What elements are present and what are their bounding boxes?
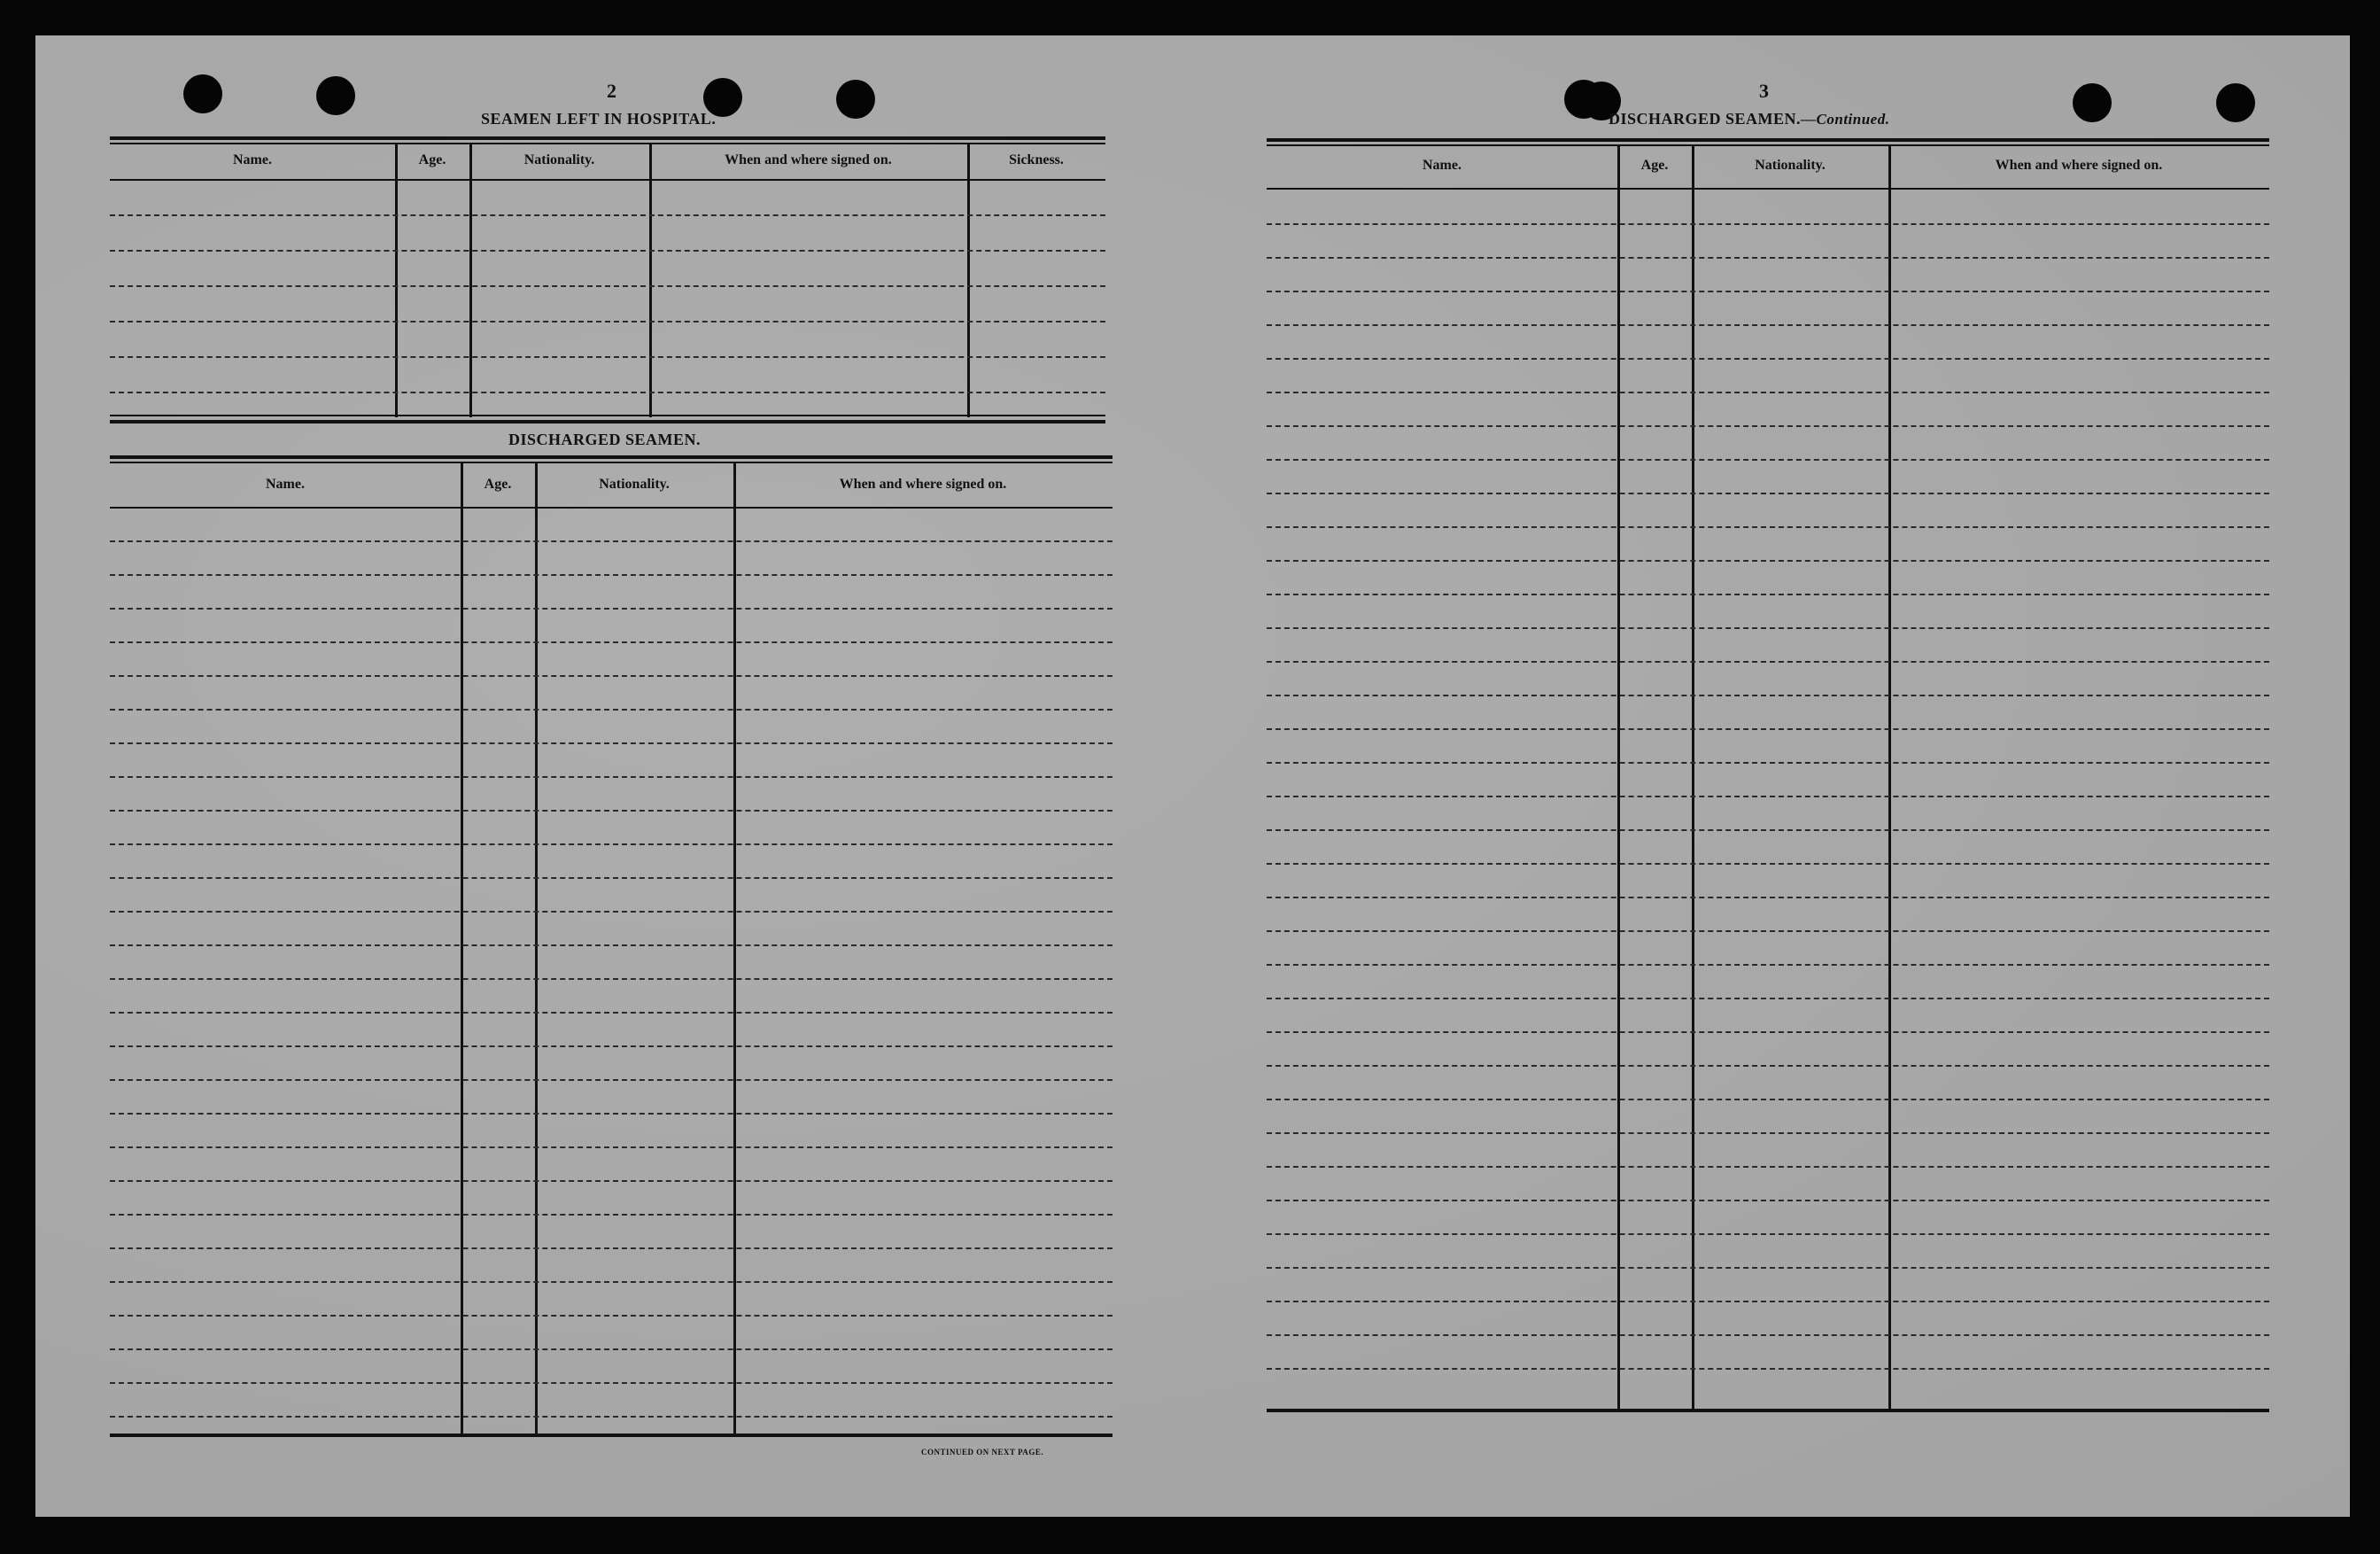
table-row [110,1012,1112,1014]
table-row [110,641,1112,643]
table-row [1267,493,2269,494]
table-row [110,1180,1112,1182]
table-row [110,742,1112,744]
discharged-section-title: DISCHARGED SEAMEN. [508,431,702,448]
table-row [1267,930,2269,932]
punch-hole [2216,83,2255,122]
table-row [1267,560,2269,562]
table-row [1267,459,2269,461]
punch-hole [316,76,355,115]
continued-col-name: Name. [1423,158,1461,173]
table-row [1267,1200,2269,1201]
table-row [1267,358,2269,360]
table-row [1267,695,2269,696]
table-row [110,1045,1112,1047]
table-row [110,978,1112,980]
discharged-continued-title [1609,110,1889,128]
table-row [1267,1267,2269,1269]
table-row [110,911,1112,913]
table-row [110,675,1112,677]
table-row [110,356,1105,358]
discharged-col-signed-on: When and where signed on. [839,477,1007,492]
punch-hole [836,80,875,119]
table-row [1267,728,2269,730]
continued-note: CONTINUED ON NEXT PAGE. [921,1448,1044,1457]
table-row [1267,998,2269,999]
table-row [1267,762,2269,764]
table-row [110,776,1112,778]
table-row [110,1315,1112,1317]
punch-hole [183,74,222,113]
table-row [110,709,1112,711]
discharged-col-nationality: Nationality. [599,477,670,492]
page-number-right: 3 [1759,80,1769,102]
hospital-col-nationality: Nationality. [523,152,595,167]
table-row [110,1113,1112,1115]
table-row [1267,291,2269,292]
table-row [1267,1334,2269,1336]
table-row [110,1214,1112,1216]
continued-col-signed-on: When and where signed on. [1995,158,2163,173]
discharged-col-age: Age. [484,477,512,492]
hospital-col-signed-on: When and where signed on. [725,152,892,167]
table-row [110,285,1105,287]
punch-hole [2073,83,2112,122]
table-row [1267,1031,2269,1033]
continued-col-nationality: Nationality. [1755,158,1826,173]
hospital-table [110,136,1105,420]
table-row [110,321,1105,322]
table-row [1267,324,2269,326]
table-row [1267,1065,2269,1067]
table-row [110,843,1112,845]
table-row [110,1416,1112,1418]
table-row [110,1079,1112,1081]
table-row [1267,594,2269,595]
table-row [1267,392,2269,393]
table-row [1267,661,2269,663]
table-row [1267,627,2269,629]
hospital-col-sickness: Sickness. [1009,152,1064,167]
table-row [1267,863,2269,865]
table-row [1267,257,2269,259]
table-row [110,1247,1112,1249]
table-row [110,1146,1112,1148]
table-row [1267,1233,2269,1235]
discharged-continued-title-text: DISCHARGED SEAMEN. [1609,110,1802,128]
table-row [110,877,1112,879]
table-row [110,1281,1112,1283]
continued-suffix: —Continued. [1801,111,1890,128]
hospital-col-name: Name. [233,152,272,167]
table-row [1267,897,2269,898]
document-sheet [35,35,2350,1517]
table-row [110,1348,1112,1350]
discharged-table [110,455,1112,1437]
table-row [110,392,1105,393]
table-row [110,574,1112,576]
table-row [1267,1301,2269,1302]
table-row [1267,526,2269,528]
table-row [110,944,1112,946]
table-row [1267,964,2269,966]
continued-col-age: Age. [1640,158,1669,173]
table-row [1267,223,2269,225]
table-row [1267,1099,2269,1100]
table-row [1267,1166,2269,1168]
table-row [1267,829,2269,831]
discharged-continued-table [1267,138,2269,1412]
table-row [110,214,1105,216]
discharged-col-name: Name. [266,477,305,492]
table-row [110,1382,1112,1384]
table-row [110,540,1112,542]
hospital-col-age: Age. [418,152,446,167]
table-row [1267,425,2269,427]
table-row [110,250,1105,252]
table-row [1267,1132,2269,1134]
table-row [1267,796,2269,797]
hospital-section-title: SEAMEN LEFT IN HOSPITAL. [481,110,717,128]
table-row [1267,1368,2269,1370]
table-row [110,810,1112,812]
table-row [110,608,1112,610]
page-number-left: 2 [607,80,616,102]
